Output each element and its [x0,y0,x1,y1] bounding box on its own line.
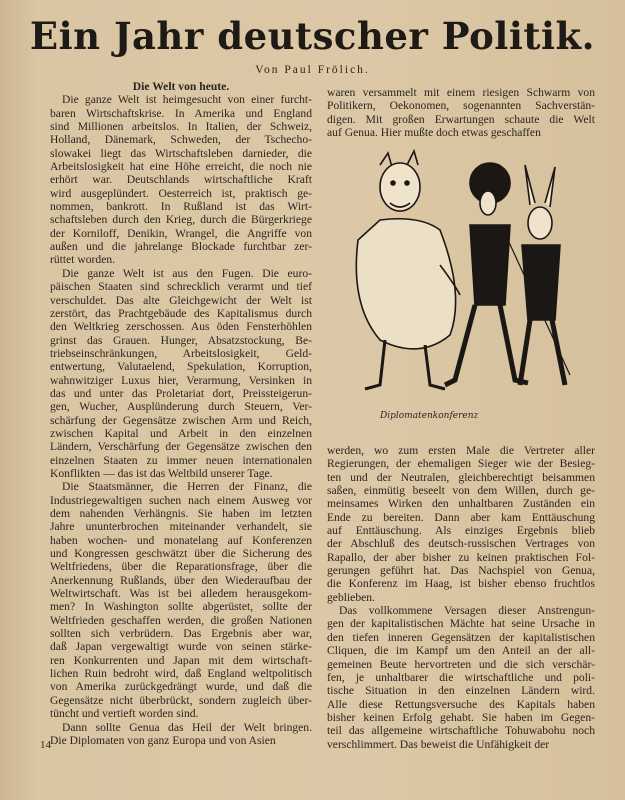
text-line: nommen, bankrott. In Rußland ist das Wirt- [50,200,312,214]
text-line: Die ganze Welt ist heimgesucht von einer furcht- [62,93,312,107]
text-line: fen, je unhaltbarer die wirtschaftliche und poli- [327,670,595,684]
text-line: rüttet worden. [50,253,116,267]
text-line: Holland, Dänemark, Schweden, der Tschecho- [50,133,312,147]
text-line: saßen, einmütig beseelt von dem Willen, durch ge- [327,484,595,498]
text-line: sind Millionen arbeitslos. In Italien, der Schweiz, [50,120,312,134]
text-line: teil das allgemeine wirtschaftliche Tohuwabohu noch [327,724,595,738]
text-line: Die ganze Welt ist aus den Fugen. Die euro- [62,266,312,280]
text-line: einzelnen Staaten zu immer neuen internationalen [50,453,312,467]
text-line: der Abschluß des deutsch-russischen Vertrages von [327,537,595,551]
text-line: baren Wirtschaftskrise. In Amerika und England [50,106,312,120]
text-line: sollten sich verbrüdern. Das Ergebnis aber war, [50,627,312,641]
text-line: tische Situation in den einzelnen Ländern wird. [327,684,595,698]
text-line: die Konferenz im Haag, ist bisher ebenso fruchtlos [327,577,595,591]
text-line: ren Konkurrenten und Japan mit dem wirtschaft- [50,653,312,667]
text-line: von Amerika zurückgedrängt wurde, und daß die [50,680,312,694]
text-line: slowakei liegt das Wirtschaftsleben darnieder, die [50,146,312,160]
text-line: zerstört, das Prachtgebäude des Kapitalismus durch [50,306,312,320]
text-line: triebseinschränkungen, Arbeitslosigkeit, Geld- [50,346,312,360]
text-line: verschlimmert. Das beweist die Unfähigkeit der [327,737,550,751]
text-line: Weltwirtschaft. Was ist bei alledem herausgekom- [50,587,312,601]
text-line: gen der kapitalistischen Mächte hat seine Ursache in [327,617,595,631]
text-line: bisher keinen Erfolg gehabt. Sie haben im Gegen- [327,710,595,724]
paragraph [327,444,595,604]
text-line: haben wochen- und monatelang auf Konferenzen [50,533,312,547]
byline: Von Paul Frölich. [255,64,370,76]
text-line: schärfung der Gegensätze zwischen Arm und Reich, [50,413,312,427]
text-line: das und unter das Proletariat dort, Preissteigerun- [50,386,312,400]
text-line: Ländern, Verschärfung der Gegensätze zwischen den [50,440,312,454]
text-line: Alle diese Rettungsversuche des Kapitals haben [327,697,595,711]
text-line: Regierungen, der ehemaligen Sieger wie der Besieg- [327,457,595,471]
text-line: Weltfrieden geschaffen werden, die großen Nationen [50,613,312,627]
paragraph [50,480,312,720]
text-line: Weltfriedens, über die Reparationsfrage, über die [50,560,312,574]
text-line: dem nahenden Verhängnis. Sie haben im letzten [50,507,312,520]
text-line: lichen Ruin bedroht wird, daß England weltpolitisch [50,667,312,681]
text-line: grinst das Grauen. Hunger, Absatzstockung, Be- [50,333,312,347]
text-line: Gegensätze nicht überbrückt, sondern zugleich über- [50,693,312,707]
paragraph [327,86,595,139]
right-column-bottom [327,444,595,751]
text-line: waren versammelt mit einem riesigen Schwarm von [327,86,595,99]
text-line: den tiefen inneren Gegensätzen der kapitalistischen [327,630,595,644]
page-number: 14 [40,739,51,751]
text-line: Anerkennung Rußlands, über den Wiederaufbau der [50,573,312,587]
text-line: Die Staatsmänner, die Herren der Finanz, die [62,480,312,494]
text-line: auf Enttäuschung. Als einziges Ergebnis blieb [327,524,595,538]
text-line: gemeinen Beute hervortreten und die sich verschär- [327,657,595,671]
text-line: verschuldet. Das alte Gleichgewicht der Welt ist [50,293,312,307]
text-line: Konflikten — das ist das Weltbild unserer Tage. [50,466,273,480]
text-line: gen, Wucher, Ausplünderung durch Steuern, Ver- [50,400,312,414]
paragraph [50,267,312,481]
paragraph [50,93,312,266]
text-line: wird ausgeplündert. Oesterreich ist, praktisch ge- [50,186,312,200]
text-line: Rapallo, der aber bisher zu keinen praktischen Fol- [327,550,595,564]
paragraph [327,604,595,751]
text-line: und Kongressen geschwätzt über die Sicherung des [50,547,312,561]
text-line: Politikern, Oekonomen, sogenannten Sachverstän- [327,99,595,113]
text-line: geblieben. [327,590,375,604]
text-line: daß Japan vergewaltigt wurde von seinen stärke- [50,640,312,654]
text-line: meinsames Wirken den unhaltbaren Zuständen ein [327,497,595,511]
text-line: der Korniloff, Denikin, Wrangel, die Angriffe von [50,226,312,240]
text-line: den Weltkrieg zerschossen. Aus öden Fensterhöhlen [50,320,312,334]
bull-figure [356,151,460,389]
text-line: Cliquen, die im Kampf um den Anteil an der all- [327,644,595,658]
article-title: Ein Jahr deutscher Politik. [29,14,596,58]
text-line: schaftsleben durch den Krieg, durch die Bürgerkriege [50,213,312,227]
illustration-caption: Diplomatenkonferenz [380,411,479,421]
text-line: wahnwitziger Luxus hier, Verarmung, Versinken in [50,373,312,387]
cartoon-illustration [340,145,590,410]
text-line: Ende zu bereiten. Dann aber kam Enttäuschung [327,510,595,524]
text-line: tüncht und vertieft worden sind. [50,707,199,721]
text-line: Die Diplomaten von ganz Europa und von Asien [50,733,276,747]
text-line: Das vollkommene Versagen dieser Anstrengun- [339,604,595,618]
text-line: auf Genua. Hier mußte doch etwas geschaffen [327,126,541,140]
text-line: Dann sollte Genua das Heil der Welt bringen. [62,720,312,734]
left-column [50,80,312,747]
right-column-top [327,86,595,139]
text-line: erhört war. Deutschlands wirtschaftliche Kraft [50,173,312,187]
text-line: päischen Staaten sind schrecklich verarmt und tief [50,280,312,294]
section-heading: Die Welt von heute. [132,80,230,93]
text-line: gerungen geführt hat. Das Nachspiel von Genua, [327,564,595,578]
text-line: Industriegewaltigen suchen nach einem Ausweg vor [50,493,312,507]
text-line: men? In Washington sollte abgerüstet, sollte der [50,600,312,614]
text-line: entwertung, Valutaelend, Spekulation, Korruption, [50,360,312,374]
text-line: zwischen Kapital und Arbeit in den einzelnen [50,426,312,440]
text-line: ten und der Neutralen, gleichberechtigt beisammen [327,470,595,484]
text-line: werden, wo zum ersten Male die Vertreter aller [327,444,595,457]
hare-figure [520,165,565,385]
paragraph [50,721,312,748]
text-line: digen. Mit großen Erwartungen schaute die Welt [327,112,595,126]
text-line: außen und die jahrelange Blockade furchtbar zer- [50,240,312,254]
text-line: Jahre ununterbrochen miteinander verhandelt, sie [50,520,312,534]
text-line: Arbeitslosigkeit hat eine Höhe erreicht, die noch nie [50,160,312,174]
